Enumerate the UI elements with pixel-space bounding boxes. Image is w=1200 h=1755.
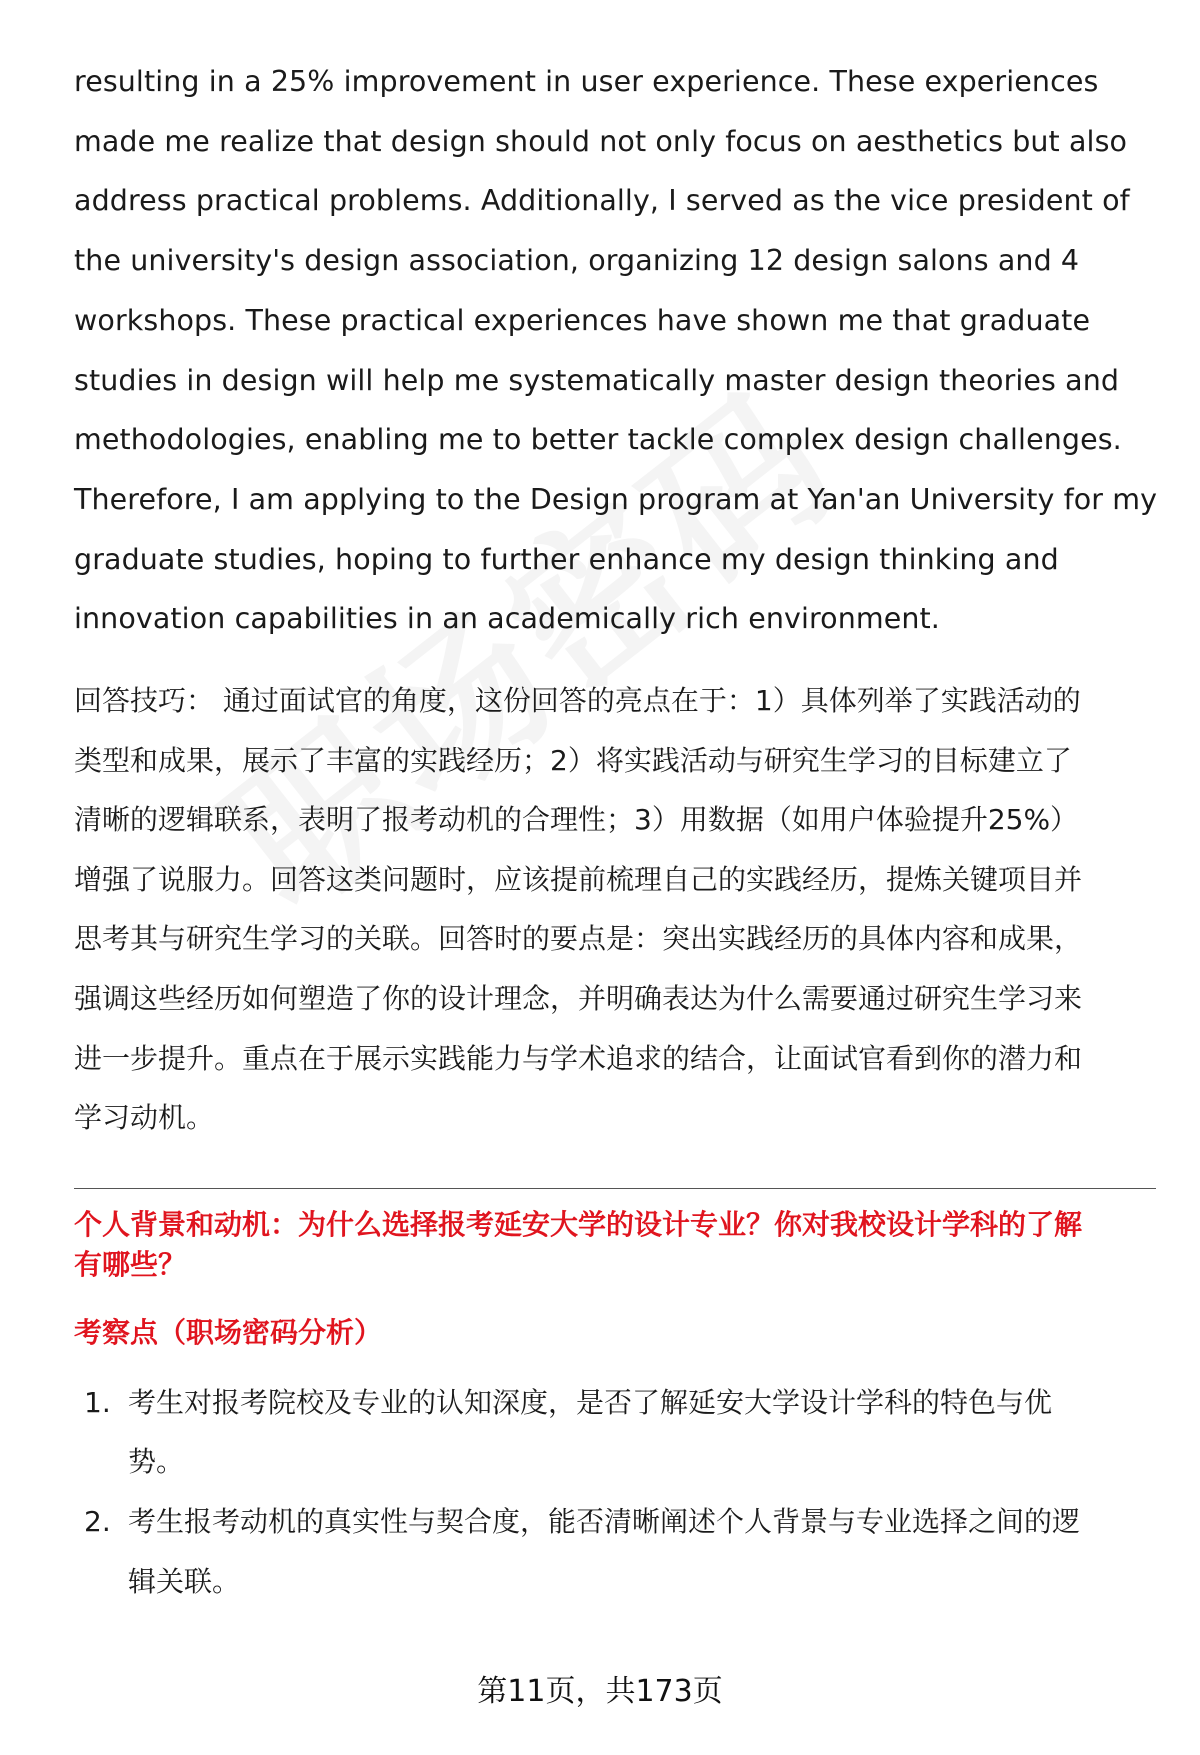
tip-line: 类型和成果，展示了丰富的实践经历；2）将实践活动与研究生学习的目标建立了 xyxy=(74,743,1072,777)
page-number-footer: 第11页，共173页 xyxy=(477,1674,723,1709)
paragraph-line: Therefore, I am applying to the Design program at Yan'an University for my xyxy=(74,482,1158,516)
paragraph-line: graduate studies, hoping to further enhance my design thinking and xyxy=(74,542,1059,576)
list-item-line: 考生对报考院校及专业的认知深度，是否了解延安大学设计学科的特色与优 xyxy=(128,1385,1053,1419)
list-number: 2. xyxy=(84,1504,111,1538)
list-item-line: 势。 xyxy=(128,1445,185,1479)
tip-line: 强调这些经历如何塑造了你的设计理念，并明确表达为什么需要通过研究生学习来 xyxy=(74,982,1083,1015)
paragraph-line: address practical problems. Additionally, I served as the vice president of xyxy=(74,184,1130,218)
paragraph-line: workshops. These practical experiences have shown me that graduate xyxy=(74,303,1091,337)
list-item-line: 辑关联。 xyxy=(128,1564,241,1598)
tip-line: 增强了说服力。回答这类问题时，应该提前梳理自己的实践经历，提炼关键项目并 xyxy=(74,862,1083,896)
paragraph-line: the university's design association, organizing 12 design salons and 4 xyxy=(74,244,1080,278)
paragraph-line: methodologies, enabling me to better tackle complex design challenges. xyxy=(74,423,1122,457)
question-line: 个人背景和动机：为什么选择报考延安大学的设计专业？你对我校设计学科的了解 xyxy=(74,1207,1083,1241)
question-line: 有哪些？ xyxy=(74,1247,187,1281)
paragraph-line: studies in design will help me systematically master design theories and xyxy=(74,363,1120,397)
tip-line: 清晰的逻辑联系，表明了报考动机的合理性；3）用数据（如用户体验提升25%） xyxy=(74,803,1079,837)
answer-tips-paragraph xyxy=(74,671,1156,1148)
list-item xyxy=(74,1492,1156,1611)
list-item-line: 考生报考动机的真实性与契合度，能否清晰阐述个人背景与专业选择之间的逻 xyxy=(128,1504,1081,1538)
tip-line: 回答技巧： 通过面试官的角度，这份回答的亮点在于：1）具体列举了实践活动的 xyxy=(74,684,1081,718)
paragraph-line: innovation capabilities in an academically rich environment. xyxy=(74,602,940,636)
tip-line: 学习动机。 xyxy=(74,1101,215,1135)
exam-points-heading: 考察点（职场密码分析） xyxy=(74,1315,383,1349)
paragraph-line: made me realize that design should not only focus on aesthetics but also xyxy=(74,124,1128,158)
question-heading xyxy=(74,1205,1156,1285)
document-page xyxy=(74,52,1156,1611)
english-answer-paragraph xyxy=(74,52,1156,649)
tip-line: 进一步提升。重点在于展示实践能力与学术追求的结合，让面试官看到你的潜力和 xyxy=(74,1041,1083,1075)
exam-points-list xyxy=(74,1373,1156,1611)
list-number: 1. xyxy=(84,1385,111,1419)
section-divider xyxy=(74,1188,1156,1189)
tip-line: 思考其与研究生学习的关联。回答时的要点是：突出实践经历的具体内容和成果， xyxy=(74,922,1083,956)
list-item xyxy=(74,1373,1156,1492)
paragraph-line: resulting in a 25% improvement in user experience. These experiences xyxy=(74,65,1099,98)
